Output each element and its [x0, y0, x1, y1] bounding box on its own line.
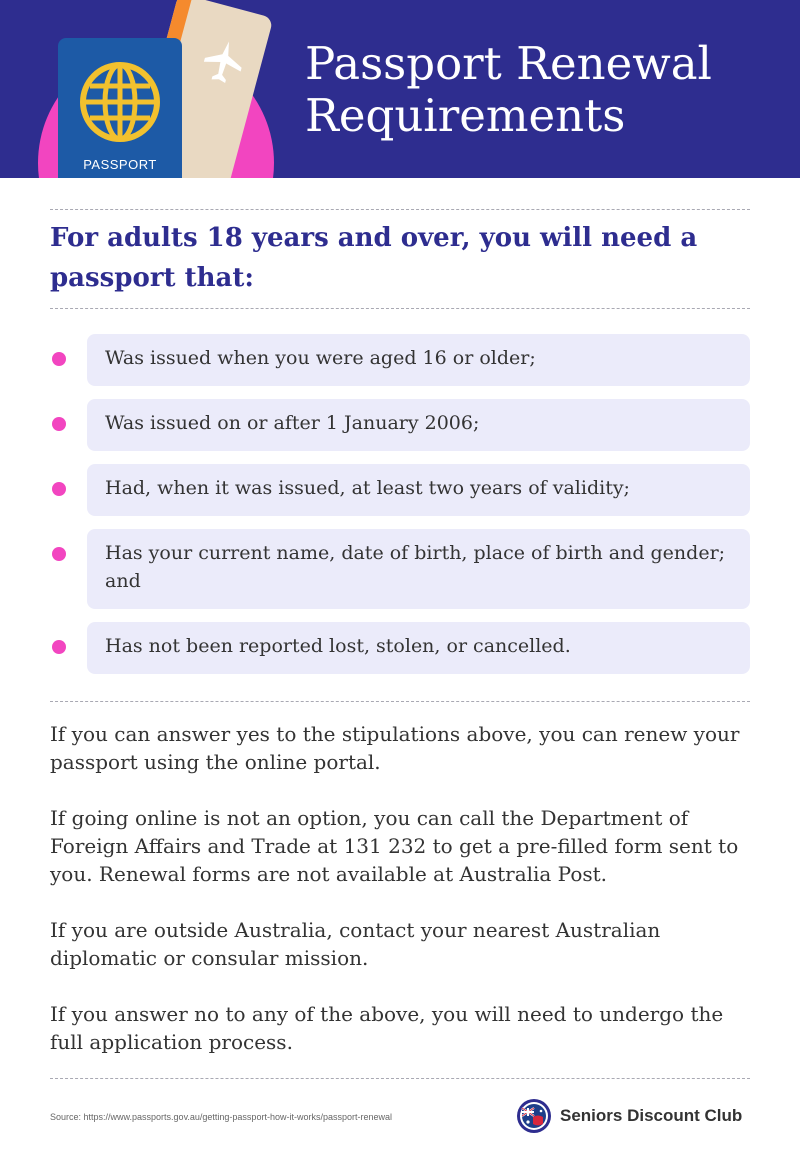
brand-name: Seniors Discount Club — [560, 1106, 743, 1125]
bullet-dot — [52, 482, 66, 496]
requirement-item — [50, 464, 750, 516]
globe-icon — [78, 60, 162, 144]
section-heading: For adults 18 years and over, you will need a passport that: — [50, 223, 698, 293]
bullet-dot — [52, 417, 66, 431]
requirement-text: Had, when it was issued, at least two years of validity; — [87, 464, 750, 516]
divider — [50, 701, 750, 702]
bullet-dot — [52, 352, 66, 366]
requirement-text: Has not been reported lost, stolen, or cancelled. — [87, 622, 750, 674]
requirement-item — [50, 622, 750, 674]
info-paragraph: If going online is not an option, you can call the Department of Foreign Affairs and Trade at 131 232 to get a pre-filled form sent to you. Renewal forms are not available at Australia Post. — [50, 806, 739, 886]
requirement-item — [50, 399, 750, 451]
divider — [50, 209, 750, 210]
requirement-text: Was issued on or after 1 January 2006; — [87, 399, 750, 451]
requirement-item — [50, 529, 750, 609]
source-citation: Source: https://www.passports.gov.au/getting-passport-how-it-works/passport-renewal — [50, 1112, 392, 1122]
divider — [50, 1078, 750, 1079]
divider — [50, 308, 750, 309]
info-paragraph: If you are outside Australia, contact your nearest Australian diplomatic or consular mission. — [50, 918, 661, 970]
requirement-text: Has your current name, date of birth, place of birth and gender; and — [87, 529, 750, 609]
info-paragraph: If you can answer yes to the stipulations above, you can renew your passport using the online portal. — [50, 722, 740, 774]
airplane-icon — [193, 31, 254, 92]
bullet-dot — [52, 640, 66, 654]
page-title: Passport Renewal Requirements — [305, 37, 712, 142]
requirement-text: Was issued when you were aged 16 or older; — [87, 334, 750, 386]
header-banner — [0, 0, 800, 178]
requirement-item — [50, 334, 750, 386]
brand-logo — [516, 1098, 756, 1136]
australia-flag-logo-icon — [516, 1098, 552, 1134]
passport-label: PASSPORT — [83, 157, 157, 172]
passport-icon — [58, 38, 182, 178]
bullet-dot — [52, 547, 66, 561]
info-paragraph: If you answer no to any of the above, you will need to undergo the full application process. — [50, 1002, 724, 1054]
